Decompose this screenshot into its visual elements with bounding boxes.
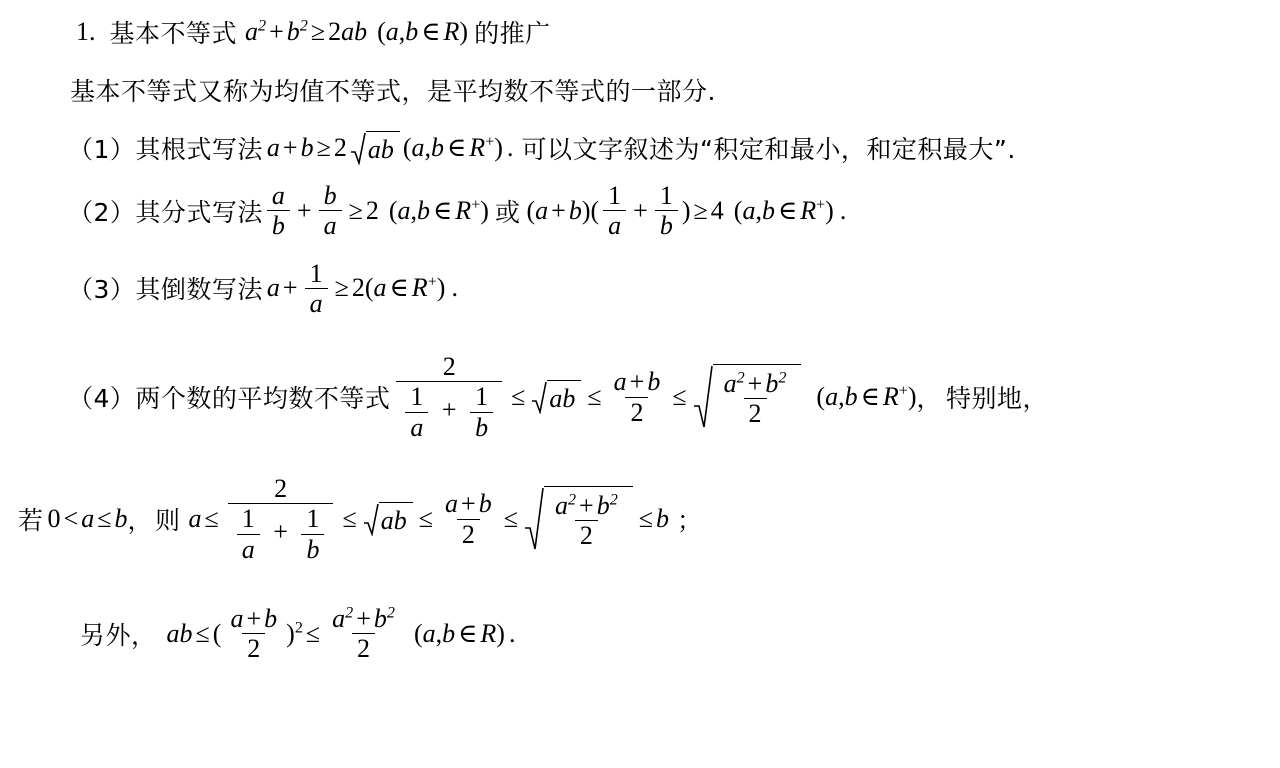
conclusion-line <box>18 475 1262 563</box>
conclusion-le4: ≤ <box>503 504 518 534</box>
item-2-group-close2: ) <box>681 195 691 225</box>
item-2-four: 4 <box>710 195 724 225</box>
frac-1-over-a-h2: $\frac{1}{a}$ <box>237 505 260 563</box>
item-2-paren-open2: ( <box>733 195 743 225</box>
sqrt-ab-item4: ab <box>531 380 581 414</box>
heading-tail: 的推广 <box>474 19 551 48</box>
item-2-R2: R+ <box>800 195 826 225</box>
item-1-period: . <box>506 133 514 162</box>
frac-1-over-a-item3 <box>305 260 328 318</box>
conclusion-expr-a: a <box>188 504 202 534</box>
item-3-a: a <box>266 273 280 303</box>
radical-sign-icon <box>524 486 544 552</box>
item-1-text-after: 可以文字叙述为“积定和最小，和定积最大”. <box>521 135 1016 164</box>
item-3-two: 2 <box>351 273 365 303</box>
frac-1-over-a-den: a <box>603 210 626 239</box>
item-1-paren-close: ) <box>494 133 503 162</box>
extra-le1: ≤ <box>195 618 210 648</box>
item-3-paren-close: ) <box>436 273 446 303</box>
item-2-g-a: a <box>535 195 549 225</box>
frac-1-over-a-num: 1 <box>608 181 622 210</box>
item-2-two: 2 <box>365 195 379 225</box>
conclusion-le3: ≤ <box>418 504 434 534</box>
heading-paren-open: ( <box>377 17 386 46</box>
extra-cond-close: ) <box>496 618 505 648</box>
item-4-le2: ≤ <box>587 382 602 412</box>
radical-sign-icon <box>531 380 547 414</box>
item-2-g-b: b <box>568 195 582 225</box>
conclusion-le1: ≤ <box>204 504 219 534</box>
item-2-period: . <box>839 195 847 225</box>
frac-1-over-b-den: b <box>655 210 678 239</box>
item-1-b: b <box>300 133 314 162</box>
item-4 <box>18 353 1262 441</box>
extra-period: . <box>508 618 516 648</box>
item-2-in2: ∈ <box>777 195 798 225</box>
item-2-g-plus2: + <box>633 195 648 225</box>
heading-in: ∈ <box>421 17 441 46</box>
frac-1-over-b-h2: $\frac{1}{b}$ <box>301 505 324 563</box>
intro-paragraph-text: 基本不等式又称为均值不等式，是平均数不等式的一部分. <box>70 77 716 106</box>
frac-harmonic-2: 2 $\frac{1}{a}$ + $\frac{1}{b}$ <box>228 475 334 563</box>
item-2-paren-open: ( <box>388 195 398 225</box>
item-4-text-after: 特别地， <box>946 384 1049 414</box>
frac-a2-plus-b2-over-2: $\frac{a^2 + b^2}{2}$ <box>723 368 787 429</box>
item-2-conj: 或 <box>494 197 521 227</box>
item-4-le1: ≤ <box>511 382 526 412</box>
heading-expr-b: $b^2$ <box>286 17 308 46</box>
extra-cond-open: ( <box>413 618 423 648</box>
frac-b-over-a-num: b <box>323 181 337 210</box>
item-4-label: （4） <box>68 384 136 414</box>
item-4-in: ∈ <box>860 382 880 412</box>
conclusion-lt: < <box>63 504 79 534</box>
heading-two: 2 <box>328 17 342 46</box>
frac-a-plus-b-over-2-conclusion: $\frac{a + b}{2}$ <box>445 489 492 549</box>
extra-R: R <box>480 618 497 648</box>
frac-1-over-b-num: 1 <box>659 181 673 210</box>
item-3-in: ∈ <box>389 273 409 303</box>
item-2-in: ∈ <box>433 195 453 225</box>
item-4-text-before: 两个数的平均数不等式 <box>135 384 391 414</box>
item-2-comma2: , <box>755 195 762 225</box>
item-1-comma: , <box>424 133 432 162</box>
harmonic-plus: + <box>441 395 457 425</box>
item-1 <box>18 130 1262 166</box>
conclusion-zero: 0 <box>47 504 61 534</box>
item-3-var-a: a <box>373 273 387 303</box>
extra-paren-close: )$^2$ <box>286 618 303 648</box>
item-3-period: . <box>451 273 458 303</box>
item-4-var-b: b <box>844 382 858 412</box>
heading-paren-close: ) <box>459 17 469 46</box>
heading-line <box>18 14 1262 50</box>
heading-number: 1. <box>76 17 96 46</box>
extra-paren-open: ( <box>212 618 222 648</box>
item-1-R: R+ <box>469 133 495 162</box>
item-2-comma: , <box>410 195 418 225</box>
heading-ge: ≥ <box>310 17 326 46</box>
item-1-two: 2 <box>333 133 347 162</box>
heading-expr-a: $a^2$ <box>245 17 267 46</box>
item-2-ge: ≥ <box>348 195 363 225</box>
extra-var-a: a <box>422 618 436 648</box>
item-2-var-a: a <box>397 195 411 225</box>
frac-b-over-a <box>319 182 342 240</box>
item-4-paren-close: ) <box>907 382 917 412</box>
item-2-plus: + <box>296 195 312 225</box>
frac-1-over-a-item3-den: a <box>305 288 328 317</box>
frac-1-over-a-h: $\frac{1}{a}$ <box>405 383 428 441</box>
frac-a2-plus-b2-over-2-extra: $\frac{a^2 + b^2}{2}$ <box>332 603 395 664</box>
item-1-var-b: b <box>431 133 445 162</box>
conclusion-lead: 若 <box>18 506 44 536</box>
item-1-text-before: 其根式写法 <box>135 135 263 164</box>
heading-lead: 基本不等式 <box>109 19 238 48</box>
item-3-R: R+ <box>411 273 437 303</box>
conclusion-a: a <box>81 504 95 534</box>
extra-line <box>18 605 1262 663</box>
extra-exponent: 2 <box>294 619 303 637</box>
frac-a-over-b-num: a <box>271 181 285 210</box>
frac-a-plus-b-over-2: $\frac{a + b}{2}$ <box>613 367 661 427</box>
item-3 <box>18 260 1262 318</box>
frac-1-over-b-h: $\frac{1}{b}$ <box>470 383 493 441</box>
item-2-g-plus: + <box>551 195 566 225</box>
item-3-plus: + <box>282 273 298 303</box>
item-2-ge2: ≥ <box>693 195 708 225</box>
frac-harmonic-den <box>396 381 502 441</box>
item-4-paren-open: ( <box>816 382 826 412</box>
heading-comma: , <box>398 17 406 46</box>
item-1-paren-open: ( <box>402 133 412 162</box>
frac-1-over-a <box>603 182 626 240</box>
sqrt-ab <box>350 131 400 165</box>
extra-ab: ab <box>166 618 193 648</box>
item-1-plus: + <box>282 133 298 162</box>
heading-var-b: b <box>405 17 419 46</box>
radical-sign-icon <box>693 364 713 430</box>
radical-sign-icon <box>363 502 379 536</box>
extra-in: ∈ <box>458 618 478 648</box>
extra-var-b: b <box>442 618 456 648</box>
conclusion-b: b <box>114 504 128 534</box>
item-2-paren-close: ) <box>480 195 489 225</box>
sqrt-ab-conclusion: ab <box>363 502 413 536</box>
frac-a-plus-b-over-2-extra: $\frac{a + b}{2}$ <box>230 603 278 664</box>
item-1-var-a: a <box>411 133 425 162</box>
item-3-ge: ≥ <box>334 273 349 303</box>
item-4-var-a: a <box>825 382 839 412</box>
conclusion-le: ≤ <box>97 504 112 534</box>
exponent-2b: 2 <box>299 17 308 35</box>
item-2-text-before: 其分式写法 <box>135 197 263 227</box>
frac-harmonic-num: 2 <box>442 352 456 382</box>
item-3-label: （3） <box>68 275 136 305</box>
heading-ab: ab <box>341 17 368 46</box>
frac-1-over-a-item3-num: 1 <box>309 258 323 288</box>
frac-b-over-a-den: a <box>319 210 342 239</box>
extra-lead: 另外， <box>80 620 157 650</box>
item-2-group-close: )( <box>581 195 600 225</box>
intro-paragraph <box>18 72 1262 108</box>
frac-harmonic <box>396 353 502 441</box>
item-2-var-a2: a <box>742 195 756 225</box>
item-2-var-b2: b <box>761 195 775 225</box>
frac-a-over-b-den: b <box>267 210 290 239</box>
conclusion-semicolon: ； <box>677 506 703 536</box>
item-1-label: （1） <box>68 135 136 164</box>
item-1-in: ∈ <box>447 133 467 162</box>
sqrt-ab-radicand: ab <box>366 131 400 165</box>
item-4-comma: , <box>838 382 845 412</box>
item-2-paren-close2: ) <box>825 195 834 225</box>
conclusion-comma: ， <box>127 506 153 536</box>
item-4-comma-cn: ， <box>916 384 942 414</box>
item-2-group-open: ( <box>526 195 536 225</box>
frac-a2-plus-b2-over-2-conclusion: $\frac{a^2 + b^2}{2}$ <box>554 490 618 551</box>
conclusion-le5: ≤ <box>638 504 654 534</box>
item-2 <box>18 182 1262 240</box>
conclusion-le2: ≤ <box>342 504 357 534</box>
item-3-paren-open: ( <box>364 273 374 303</box>
frac-a-over-b <box>267 182 290 240</box>
item-1-a: a <box>266 133 280 162</box>
item-4-le3: ≤ <box>672 382 687 412</box>
superscript-plus: + <box>485 133 495 151</box>
heading-plus: + <box>269 17 284 46</box>
item-1-ge: ≥ <box>316 133 331 162</box>
heading-R: R <box>443 17 460 46</box>
exponent-2: 2 <box>258 17 267 35</box>
item-4-R: R+ <box>882 382 908 412</box>
sqrt-quadratic-mean-conclusion <box>524 486 633 552</box>
sqrt-quadratic-mean <box>693 364 802 430</box>
extra-comma: , <box>435 618 443 648</box>
extra-le2: ≤ <box>305 618 321 648</box>
item-2-label: （2） <box>68 197 136 227</box>
conclusion-then: 则 <box>154 506 181 536</box>
conclusion-final-b: b <box>656 504 670 534</box>
heading-var-a: a <box>385 17 399 46</box>
frac-1-over-b <box>655 182 678 240</box>
radical-sign-icon <box>350 131 366 165</box>
item-2-R1: R+ <box>455 195 481 225</box>
item-2-var-b: b <box>417 195 431 225</box>
item-3-text-before: 其倒数写法 <box>135 275 263 305</box>
